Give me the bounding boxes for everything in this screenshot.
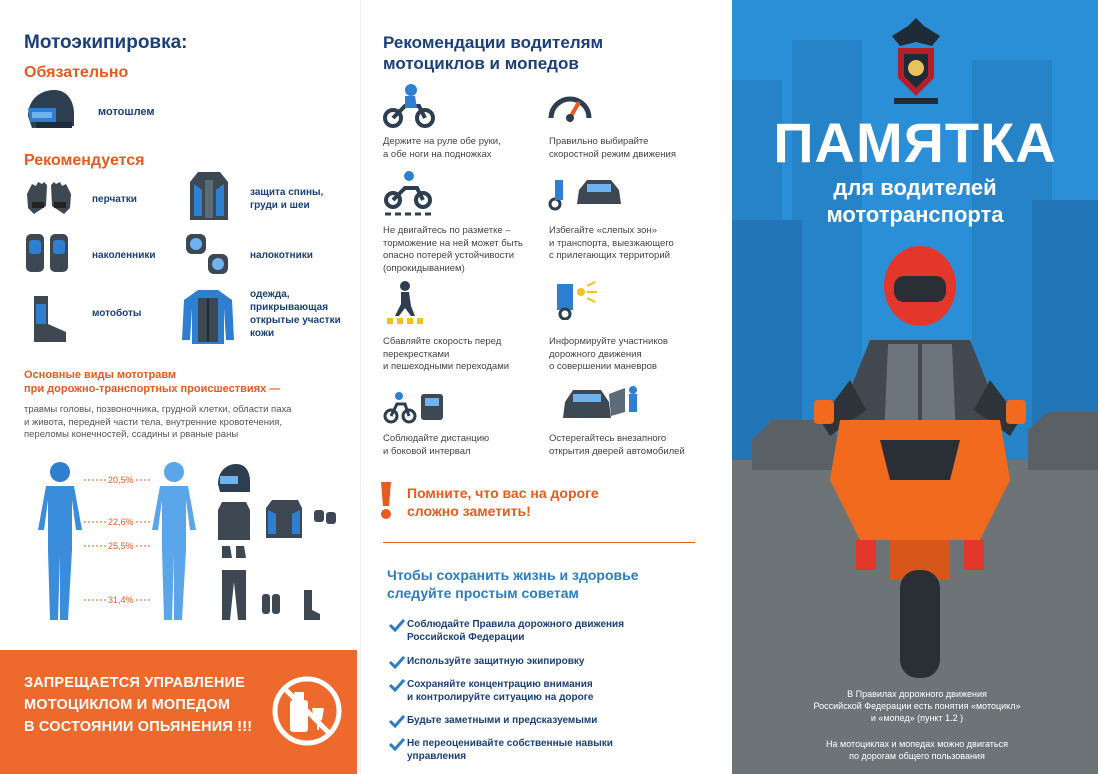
advice-title-line2: следуйте простым советам (387, 585, 579, 601)
remember-line1: Помните, что вас на дороге (407, 485, 599, 501)
checkmark-icon (387, 655, 407, 669)
tip-hands-line2: а обе ноги на подножках (383, 148, 492, 160)
advice-item-4-line1: Будьте заметными и предсказуемыми (407, 715, 598, 726)
tip-markings-line4: (опрокидыванием) (383, 262, 465, 274)
injuries-text-line2: и живота, передней части тела, внутренние кровотечения, (24, 416, 283, 428)
recommendations-title (383, 32, 603, 74)
helmet-icon (22, 86, 76, 134)
helmet-label: мотошлем (98, 106, 155, 118)
roads-note-line2: по дорогам общего пользования (849, 751, 985, 761)
checkmark-icon (387, 678, 407, 692)
tip-markings (383, 225, 523, 275)
gear-set-illustration (216, 462, 346, 626)
injuries-heading-line1: Основные виды мототравм (24, 369, 177, 381)
gloves-icon (24, 180, 74, 220)
injuries-heading (24, 368, 280, 396)
tip-signals-line1: Информируйте участников (549, 336, 668, 347)
alcohol-warning-banner (0, 650, 357, 774)
remember-text (407, 484, 599, 520)
blind-spot-icon (547, 176, 627, 212)
tip-blind-spots-line3: с прилегающих территорий (549, 250, 670, 261)
back-protector-icon (184, 170, 234, 224)
tip-distance-line2: и боковой интервал (383, 445, 471, 457)
advice-item-2-line1: Используйте защитную экипировку (407, 656, 585, 667)
advice-item-1-line1: Соблюдайте Правила дорожного движения (407, 619, 625, 630)
advice-item-1-line2: Российской Федерации (407, 632, 525, 643)
warning-line3: В СОСТОЯНИИ ОПЬЯНЕНИЯ !!! (24, 719, 253, 735)
jacket-icon (180, 288, 236, 346)
car-door-icon (561, 382, 641, 424)
gloves-label: перчатки (92, 194, 137, 205)
checkmark-icon (387, 618, 407, 632)
tip-markings-line1: Не двигайтесь по разметке – (383, 225, 511, 236)
road-marking-icon (383, 170, 435, 216)
advice-item (387, 737, 707, 763)
stat-torso: 22,6% (108, 517, 134, 527)
police-emblem-icon (888, 16, 944, 106)
advice-item (387, 714, 707, 728)
tip-doors (549, 433, 685, 458)
remember-line2: сложно заметить! (407, 503, 531, 519)
gear-panel (0, 0, 360, 774)
advice-item-5-line1: Не переоценивайте собственные навыки (407, 738, 613, 749)
exclamation-icon (379, 480, 393, 520)
pedestrian-crossing-icon (385, 280, 425, 326)
recommendations-title-line2: мотоциклов и мопедов (383, 54, 579, 73)
advice-item-3-line1: Сохраняйте концентрацию внимания (407, 679, 593, 690)
injuries-text-line3: переломы конечностей, ссадины и рваные раны (24, 429, 239, 440)
alcohol-warning-text (24, 672, 254, 738)
cover-title: ПАМЯТКА (773, 111, 1057, 174)
elbow-pads-label: налокотники (250, 250, 313, 261)
tip-crossings (383, 336, 509, 374)
cover-subtitle-line2: мототранспорта (826, 202, 1004, 227)
motorcyclist-illustration (810, 240, 1030, 680)
cover-subtitle (732, 174, 1098, 228)
tip-crossings-line2: перекрестками (383, 348, 450, 360)
recommended-heading: Рекомендуется (24, 152, 145, 169)
advice-item-5-line2: управления (407, 751, 467, 762)
boots-label: мотоботы (92, 308, 142, 319)
injuries-text-line1: травмы головы, позвоночника, грудной клетки, области паха (24, 404, 292, 415)
knee-pads-label: наколенники (92, 250, 156, 261)
speedometer-icon (547, 84, 593, 124)
turn-signal-icon (551, 280, 599, 320)
advice-item (387, 655, 707, 669)
tip-distance (383, 433, 489, 458)
cover-panel (732, 0, 1098, 774)
tip-blind-spots-line2: и транспорта, выезжающего (549, 237, 674, 249)
stat-legs: 31,4% (108, 595, 134, 605)
tip-blind-spots (549, 225, 674, 263)
advice-item (387, 618, 707, 644)
checkmark-icon (387, 737, 407, 751)
tip-hands (383, 136, 501, 161)
elbow-pads-icon (184, 232, 232, 278)
stat-pelvis: 25,5% (108, 541, 134, 551)
advice-title-line1: Чтобы сохранить жизнь и здоровье (387, 567, 639, 583)
tip-signals-line2: дорожного движения (549, 348, 642, 360)
pdd-note-line2: Российской Федерации есть понятия «мотоцикл» (813, 701, 1021, 711)
motorcyclist-hands-icon (383, 82, 435, 128)
roads-note (772, 738, 1062, 762)
cover-subtitle-line1: для водителей (833, 175, 997, 200)
back-protector-label: защита спины, груди и шеи (250, 187, 324, 211)
roads-note-line1: На мотоциклах и мопедах можно двигаться (826, 739, 1008, 749)
tip-crossings-line1: Сбавляйте скорость перед (383, 336, 502, 347)
pdd-note-line1: В Правилах дорожного движения (847, 689, 987, 699)
pdd-note-line3: и «мопед» (пункт 1.2 ) (870, 713, 964, 723)
warning-line1: ЗАПРЕЩАЕТСЯ УПРАВЛЕНИЕ (24, 675, 246, 691)
tip-speed-line1: Правильно выбирайте (549, 136, 649, 147)
gear-title: Мотоэкипировка: (24, 32, 188, 53)
boots-icon (28, 294, 72, 346)
injuries-text (24, 404, 354, 442)
checkmark-icon (387, 714, 407, 728)
tip-signals (549, 336, 668, 374)
tip-crossings-line3: и пешеходными переходами (383, 361, 510, 372)
tip-signals-line3: о совершении маневров (549, 361, 657, 372)
recommendations-title-line1: Рекомендации водителям (383, 33, 604, 52)
warning-line2: МОТОЦИКЛОМ И МОПЕДОМ (24, 697, 231, 713)
tip-speed-line2: скоростной режим движения (549, 148, 676, 160)
clothing-label: одежда, прикрывающая открытые участки кожи (250, 289, 341, 339)
injuries-heading-line2: при дорожно-транспортных происшествиях — (24, 383, 281, 395)
tip-markings-line3: опасно потерей устойчивости (383, 250, 515, 261)
no-alcohol-icon (270, 674, 344, 748)
pdd-note (772, 688, 1062, 724)
distance-icon (383, 388, 445, 424)
advice-title (387, 566, 639, 602)
tip-speed (549, 136, 676, 161)
stat-head: 20,5% (108, 475, 134, 485)
section-divider (383, 542, 695, 543)
recommendations-panel (360, 0, 732, 774)
tip-markings-line2: торможение на ней может быть (383, 237, 523, 249)
knee-pads-icon (24, 232, 72, 276)
tip-doors-line2: открытия дверей автомобилей (549, 445, 685, 457)
tip-doors-line1: Остерегайтесь внезапного (549, 433, 667, 444)
advice-item-3-line2: и контролируйте ситуацию на дороге (407, 692, 594, 703)
tip-distance-line1: Соблюдайте дистанцию (383, 433, 490, 444)
advice-item (387, 678, 707, 704)
tip-blind-spots-line1: Избегайте «слепых зон» (549, 225, 657, 236)
tip-hands-line1: Держите на руле обе руки, (383, 136, 501, 147)
mandatory-heading: Обязательно (24, 64, 129, 81)
